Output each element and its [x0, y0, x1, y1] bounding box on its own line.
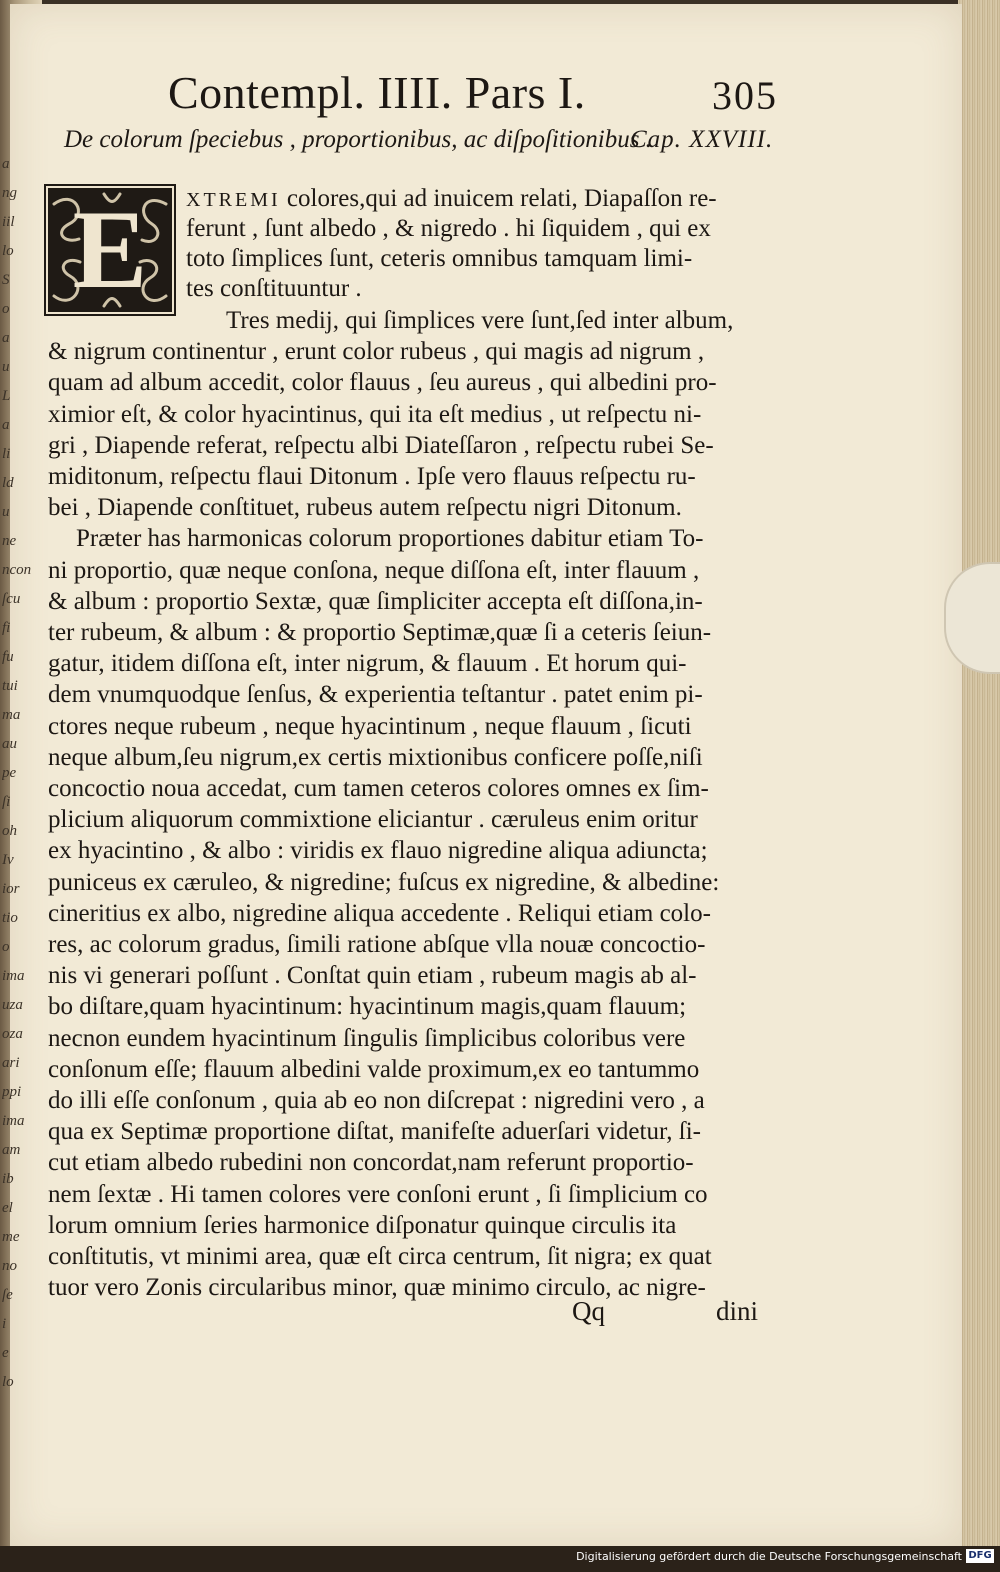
body-line: ctores neque rubeum , neque hyacintinum , neque flauum , ſicuti [48, 712, 692, 740]
margin-fragment: ſi [2, 794, 11, 810]
body-line: & album : proportio Sextæ, quæ ſimpliciter accepta eſt diſſona,in- [48, 587, 703, 615]
body-line: qua ex Septimæ proportione diſtat, manifeſte aduerſari videtur, ſi- [48, 1118, 701, 1146]
body-line: necnon eundem hyacintinum ſingulis ſimplicibus coloribus vere [48, 1024, 686, 1052]
margin-fragment: uza [2, 997, 23, 1013]
margin-fragment: el [2, 1200, 13, 1216]
margin-fragment: ior [2, 881, 20, 897]
margin-fragment: li [2, 446, 11, 462]
body-line: do illi eſſe conſonum , quia ab eo non diſcrepat : nigredini vero , a [48, 1087, 705, 1114]
body-line: bo diſtare,quam hyacintinum: hyacintinum magis,quam flauum; [48, 993, 687, 1021]
intro-line-3: toto ſimplices ſunt, ceteris omnibus tamquam limi- [186, 245, 693, 272]
margin-fragment: u [2, 359, 10, 375]
margin-fragment: am [2, 1142, 21, 1158]
body-line: bei , Diapende conſtituet, rubeus autem reſpectu nigri Ditonum. [48, 494, 682, 522]
margin-fragment: u [2, 504, 10, 520]
intro-smallcaps: XTREMI [186, 189, 281, 211]
page-number: 305 [712, 73, 778, 118]
digitization-credit: Digitalisierung gefördert durch die Deutsche Forschungsgemeinschaft [576, 1550, 962, 1563]
body-line: conſtitutis, vt minimi area, quæ eſt circa centrum, ſit nigra; ex quat [48, 1243, 712, 1270]
body-line: concoctio noua accedat, cum tamen ceteros colores omnes ex ſim- [48, 775, 709, 802]
body-line: cut etiam albedo rubedini non concordat,nam referunt proportio- [48, 1149, 694, 1177]
intro-line-1 [186, 184, 717, 215]
body-line: nis vi generari poſſunt . Conſtat quin etiam , rubeum magis ab al- [48, 962, 697, 990]
margin-fragment: oh [2, 823, 17, 839]
margin-fragment: o [2, 301, 10, 317]
body-line: Præter has harmonicas colorum proportiones dabitur etiam To- [76, 525, 704, 553]
body-line: miditonum, reſpectu flaui Ditonum . Ipſe vero flauus reſpectu ru- [48, 463, 696, 490]
intro-line-4: tes conſtituuntur . [186, 275, 362, 302]
margin-fragment: ima [2, 968, 25, 984]
initial-letter: E [72, 188, 148, 312]
margin-fragment: au [2, 736, 17, 752]
margin-fragment: L [2, 388, 11, 404]
body-line: lorum omnium ſeries harmonice diſponatur quinque circulis ita [48, 1211, 677, 1239]
chapter-number: Cap. XXVIII. [630, 126, 774, 153]
body-line: ximior eſt, & color hyacintinus, qui ita eſt medius , ut reſpectu ni- [48, 400, 702, 428]
margin-fragment: ncon [2, 562, 32, 578]
margin-fragment: S [2, 272, 10, 288]
margin-fragment: ari [2, 1055, 20, 1071]
body-line: res, ac colorum gradus, ſimili ratione abſque vlla nouæ concoctio- [48, 931, 706, 958]
margin-fragment: lo [2, 243, 14, 259]
margin-fragment: a [2, 417, 10, 433]
margin-fragment: Iv [2, 852, 14, 868]
signature-mark: Qq [572, 1296, 605, 1326]
margin-fragment: tio [2, 910, 18, 926]
margin-fragment: ma [2, 707, 21, 723]
margin-fragment: ne [2, 533, 17, 549]
body-line: nem ſextæ . Hi tamen colores vere conſoni erunt , ſi ſimplicium co [48, 1180, 708, 1208]
margin-fragment: ppi [2, 1084, 22, 1100]
body-line: tuor vero Zonis circularibus minor, quæ minimo circulo, ac nigre- [48, 1274, 706, 1302]
margin-fragment: fu [2, 649, 14, 665]
margin-fragment: a [2, 330, 10, 346]
page-stack-edge [958, 0, 1000, 1552]
body-line: plicium aliquorum commixtione eliciantur . cæruleus enim oritur [48, 806, 698, 834]
margin-fragment: ſe [2, 1287, 13, 1303]
margin-fragment: ſcu [2, 591, 21, 607]
body-line: Tres medij, qui ſimplices vere ſunt,ſed inter album, [226, 307, 734, 334]
body-line: quam ad album accedit, color flauus , ſeu aureus , qui albedini pro- [48, 369, 717, 397]
decorated-initial [44, 184, 176, 316]
body-line: gatur, itidem diſſona eſt, inter nigrum, & flauum . Et horum qui- [48, 650, 687, 678]
body-line: ex hyacintino , & albo : viridis ex flauo nigredine aliqua adiuncta; [48, 837, 708, 865]
margin-fragment: pe [2, 765, 17, 781]
margin-fragment: me [2, 1229, 20, 1245]
body-line: conſonum eſſe; flauum albedini valde proximum,ex eo tantummo [48, 1055, 700, 1083]
body-line: ni proportio, quæ neque conſona, neque diſſona eſt, inter flauum , [48, 556, 700, 584]
margin-fragment: a [2, 156, 10, 172]
dfg-logo: DFG [966, 1549, 994, 1563]
margin-fragment: o [2, 939, 10, 955]
margin-fragment: ld [2, 475, 14, 491]
margin-fragment: i [2, 1316, 7, 1332]
body-line: neque album,ſeu nigrum,ex certis mixtionibus conficere poſſe,niſi [48, 743, 703, 771]
catchword: dini [716, 1296, 759, 1326]
margin-fragment: lo [2, 1374, 14, 1390]
margin-fragment: ima [2, 1113, 25, 1129]
margin-fragment: tui [2, 678, 18, 694]
margin-fragment: iil [2, 214, 15, 230]
body-line: dem vnumquodque ſenſus, & experientia teſtantur . patet enim pi- [48, 681, 703, 709]
margin-fragment: oza [2, 1026, 23, 1042]
margin-fragment: ib [2, 1171, 14, 1187]
margin-fragment: fi [2, 620, 11, 636]
margin-fragment: no [2, 1258, 17, 1274]
intro-line-1-text: colores,qui ad inuicem relati, Diapaſſon re- [280, 185, 717, 212]
margin-fragment: e [2, 1345, 9, 1361]
chapter-title: De colorum ſpeciebus , proportionibus, ac diſpoſitionibus . [64, 126, 652, 153]
body-line: & nigrum continentur , erunt color rubeus , qui magis ad nigrum , [48, 338, 705, 366]
running-title: Contempl. IIII. Pars I. [168, 67, 586, 118]
margin-fragment: ng [2, 185, 17, 201]
body-line: cineritius ex albo, nigredine aliqua accedente . Reliqui etiam colo- [48, 899, 711, 927]
intro-line-2: ferunt , ſunt albedo , & nigredo . hi ſiquidem , qui ex [186, 215, 711, 242]
body-line: puniceus ex cæruleo, & nigredine; fuſcus ex nigredine, & albedine: [48, 868, 720, 896]
body-line: ter rubeum, & album : & proportio Septimæ,quæ ſi a ceteris ſeiun- [48, 619, 712, 646]
body-line: gri , Diapende referat, reſpectu albi Diateſſaron , reſpectu rubei Se- [48, 431, 714, 459]
